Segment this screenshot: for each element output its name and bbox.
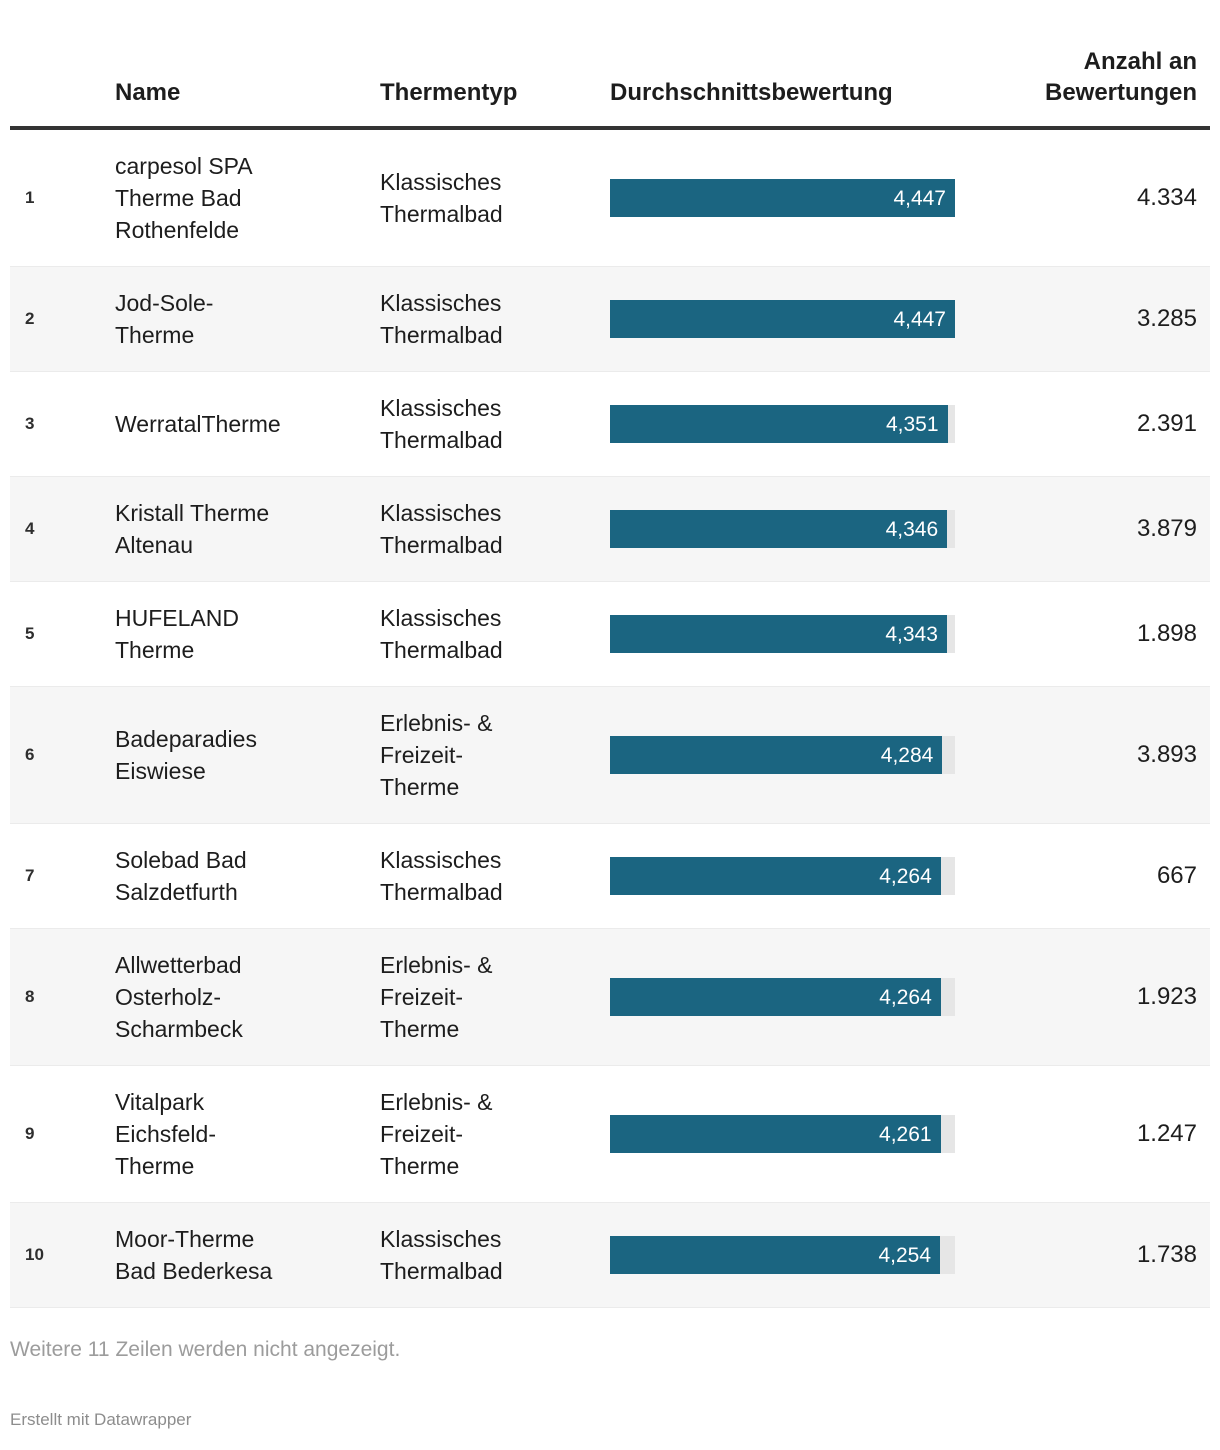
thermentyp-value: Klassisches Thermalbad: [380, 290, 503, 348]
review-count: 4.334: [1136, 184, 1197, 211]
rating-bar-track: [610, 978, 955, 1016]
rating-value-label: 4,447: [893, 186, 946, 210]
rating-bar: [610, 857, 941, 895]
rating-bar: [610, 1236, 940, 1274]
rating-value-label: 4,264: [879, 985, 932, 1009]
rating-bar-track: [610, 300, 955, 338]
rating-bar-track: [610, 179, 955, 217]
rating-bar: [610, 510, 947, 548]
table-row: [10, 929, 1210, 1066]
table-body: [10, 130, 1210, 1308]
row-rank: 2: [25, 309, 35, 328]
review-count: 1.923: [1136, 983, 1197, 1010]
row-rank: 1: [25, 188, 35, 207]
row-rank: 4: [25, 519, 35, 538]
row-rank: 9: [25, 1124, 35, 1143]
therme-name: Badeparadies Eiswiese: [115, 726, 257, 784]
rating-value-label: 4,351: [885, 412, 939, 436]
table-row: [10, 582, 1210, 687]
therme-name: Allwetterbad Osterholz-Scharmbeck: [115, 952, 243, 1042]
thermentyp-value: Klassisches Thermalbad: [380, 605, 503, 663]
thermentyp-value: Erlebnis- & Freizeit-Therme: [380, 1089, 493, 1179]
rating-bar-track: [610, 510, 955, 548]
row-rank: 7: [25, 866, 35, 885]
table-row: [10, 1203, 1210, 1308]
review-count: 3.879: [1136, 515, 1197, 542]
rating-bar: [610, 615, 947, 653]
header-anzahl-bewertungen: Anzahl an Bewertungen: [1044, 48, 1197, 106]
thermentyp-value: Klassisches Thermalbad: [380, 847, 503, 905]
thermentyp-value: Erlebnis- & Freizeit-Therme: [380, 952, 493, 1042]
rating-bar-track: [610, 615, 955, 653]
table-header-row: [10, 0, 1210, 130]
table-row: [10, 687, 1210, 824]
therme-name: HUFELAND Therme: [115, 605, 239, 663]
review-count: 1.247: [1136, 1120, 1197, 1147]
header-thermentyp: Thermentyp: [380, 79, 518, 106]
table-row: [10, 477, 1210, 582]
therme-name: Moor-Therme Bad Bederkesa: [115, 1226, 273, 1284]
table-row: [10, 1066, 1210, 1203]
rating-value-label: 4,264: [879, 864, 932, 888]
rating-value-label: 4,343: [885, 622, 938, 646]
therme-name: Solebad Bad Salzdetfurth: [115, 847, 247, 905]
row-rank: 6: [25, 745, 35, 764]
review-count: 1.898: [1136, 620, 1197, 647]
review-count: 3.285: [1136, 305, 1197, 332]
table-row: [10, 824, 1210, 929]
row-rank: 10: [25, 1245, 44, 1264]
rating-value-label: 4,254: [878, 1243, 932, 1267]
rating-bar: [610, 1115, 941, 1153]
hidden-rows-note: Weitere 11 Zeilen werden nicht angezeigt.: [10, 1338, 401, 1361]
therme-name: Jod-Sole-Therme: [115, 290, 214, 348]
row-rank: 5: [25, 624, 35, 643]
therme-name: Kristall Therme Altenau: [115, 500, 270, 558]
thermentyp-value: Klassisches Thermalbad: [380, 500, 503, 558]
table-row: [10, 267, 1210, 372]
therme-name: WerratalTherme: [115, 411, 281, 437]
thermen-ranking-table: [10, 0, 1210, 1308]
rating-bar: [610, 179, 955, 217]
table-row: [10, 130, 1210, 267]
review-count: 1.738: [1136, 1241, 1197, 1268]
table-row: [10, 372, 1210, 477]
review-count: 3.893: [1136, 741, 1197, 768]
thermentyp-value: Klassisches Thermalbad: [380, 169, 503, 227]
rating-value-label: 4,346: [885, 517, 939, 541]
therme-name: carpesol SPA Therme Bad Rothenfelde: [115, 153, 252, 243]
therme-name: Vitalpark Eichsfeld-Therme: [115, 1089, 216, 1179]
rating-bar-track: [610, 1115, 955, 1153]
rating-bar-track: [610, 857, 955, 895]
rating-value-label: 4,261: [879, 1122, 932, 1146]
row-rank: 8: [25, 987, 35, 1006]
header-durchschnittsbewertung: Durchschnittsbewertung: [610, 79, 893, 106]
datawrapper-attribution: Erstellt mit Datawrapper: [10, 1410, 192, 1429]
rating-bar: [610, 978, 941, 1016]
review-count: 667: [1156, 862, 1197, 889]
rating-bar-track: [610, 736, 955, 774]
header-name: Name: [115, 79, 181, 106]
rating-bar: [610, 405, 948, 443]
thermentyp-value: Klassisches Thermalbad: [380, 395, 503, 453]
rating-bar: [610, 300, 955, 338]
rating-value-label: 4,284: [880, 743, 934, 767]
rating-value-label: 4,447: [893, 307, 946, 331]
rating-bar-track: [610, 405, 955, 443]
row-rank: 3: [25, 414, 35, 433]
rating-bar-track: [610, 1236, 955, 1274]
thermentyp-value: Klassisches Thermalbad: [380, 1226, 503, 1284]
review-count: 2.391: [1136, 410, 1197, 437]
thermentyp-value: Erlebnis- & Freizeit-Therme: [380, 710, 493, 800]
rating-bar: [610, 736, 942, 774]
